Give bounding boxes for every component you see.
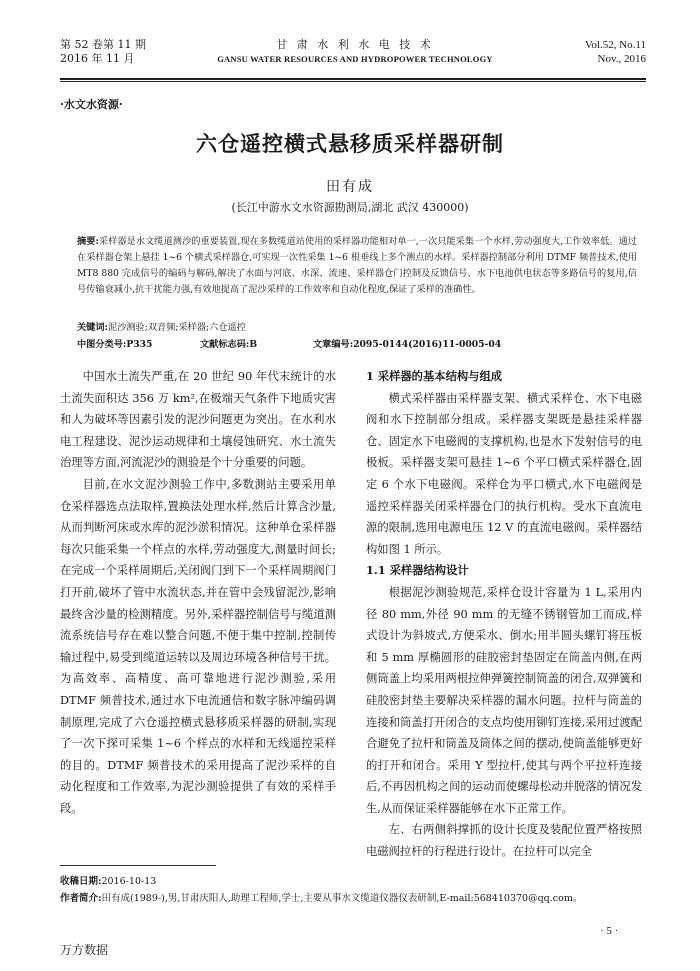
paper-title: 六仓遥控横式悬移质采样器研制 xyxy=(196,131,504,156)
header-journal-zh: 甘 肃 水 利 水 电 技 术 xyxy=(276,38,434,51)
section-heading: 1 采样器的基本结构与组成 xyxy=(366,369,503,383)
header-rule-thick xyxy=(60,78,646,80)
footnote-author-bio xyxy=(60,891,650,907)
keywords-label: 关键词: xyxy=(77,322,108,333)
body-paragraph: 左、右两侧斜撑抓的设计长度及装配位置严格按照电磁阀拉杆的行程进行设计。在拉杆可以完全 xyxy=(366,823,642,859)
body-column-right xyxy=(366,366,642,863)
body-paragraph: 横式采样器由采样器支架、横式采样仓、水下电磁阀和水下控制部分组成。采样器支架既是悬挂采样器仓、固定水下电磁阀的支撑机构,也是水下发射信号的电极板。采样器支架可悬挂 1~6 个平口横式采样器仓,固定 6 个水下电磁阀。采样仓为平口横式,水下电磁阀是遥控采样器关闭采样器仓门的执行机构。受水下直流电源的限制,选用电源电压 12 V 的直流电磁阀。采样器结构如图 1 所示。 xyxy=(366,391,642,556)
body-paragraph: 中国水土流失严重,在 20 世纪 90 年代末统计的水土流失面积达 356 万 km²,在极端天气条件下地质灾害和人为破坏等因素引发的泥沙问题更为突出。在水利水电工程建设、泥沙运动规律和土壤侵蚀研究、水土流失治理等方面,河流泥沙的测验是个十分重要的问题。 xyxy=(60,370,336,470)
author-bio-text: 田有成(1989-),男,甘肃庆阳人,助理工程师,学士,主要从事水文缆道仪器仪表研制,E-mail:568410370@qq.com。 xyxy=(101,893,583,904)
body-paragraph: 目前,在水文泥沙测验工作中,多数测站主要采用单仓采样器选点法取样,置换法处理水样,然后计算含沙量,从而判断河床或水库的泥沙淤积情况。这种单仓采样器每次只能采集一个样点的水样,劳动强度大,测量时间长;在完成一个采样周期后,关闭阀门到下一个采样周期阀门打开前,破坏了管中水流状态,并在管中会残留泥沙,影响最终含沙量的检测精度。另外,采样器控制信号与缆道测流系统信号存在难以整合问题,不便于集中控制,控制传输过程中,易受到缆道运转以及周边环境各种信号干扰。为高效率、高精度、高可靠地进行泥沙测验,采用 DTMF 频普技术,通过水下电流通信和数字脉冲编码调制原理,完成了六仓遥控横式悬移质采样器的研制,实现了一次下探可采集 1~6 个样点的水样和无线遥控采样的目的。DTMF 频普技术的采用提高了泥沙采样的自动化程度和工作效率,为泥沙测验提供了有效的采样手段。 xyxy=(60,477,336,815)
section-tag: ·水文水资源· xyxy=(60,98,123,111)
running-header xyxy=(60,38,646,74)
paper-author: 田有成 xyxy=(326,179,374,195)
document-code: 文献标志码:B xyxy=(200,339,258,350)
abstract-text: 采样器是水文缆道测沙的重要装置,现在多数缆道站使用的采样器功能相对单一,一次只能采集一个水样,劳动强度大,工作效率低。通过在采样器仓架上悬挂 1~6 个横式采样器仓,可实现一次性采集 1~6 根垂线上多个测点的水样。采样器控制部分利用 DTMF 频普技术,使用 MT8 880 完成信号的编码与解码,解决了水面与河底、水深、流速、采样器仓门控制及反馈信号、水下电池供电状态等多路信号的复用,信号传输衰减小,抗干扰能力强,有效地提高了泥沙采样的工作效率和自动化程度,保证了采样的准确性。 xyxy=(77,236,637,295)
header-rule-thin xyxy=(60,81,646,82)
keywords-text: 泥沙测验;双音频;采样器;六仓遥控 xyxy=(107,322,246,333)
clc-number: 中图分类号:P335 xyxy=(77,339,153,350)
received-label: 收稿日期: xyxy=(60,876,102,887)
header-right xyxy=(585,38,646,66)
header-center xyxy=(210,38,500,66)
abstract xyxy=(77,234,637,298)
paper-affiliation: (长江中游水文水资源勘测局,湖北 武汉 430000) xyxy=(231,201,469,214)
watermark-text: 万方数据 xyxy=(60,943,109,957)
article-number: 文章编号:2095-0144(2016)11-0005-04 xyxy=(313,339,502,350)
footnote-received xyxy=(60,874,650,890)
body-paragraph: 根据泥沙测验规范,采样仓设计容量为 1 L,采用内径 80 mm,外径 90 mm 的无缝不锈钢管加工而成,样式设计为斜坡式,方便采水、倒水;用半圆头螺钉将压板和 5 mm 厚椭圆形的硅胶密封垫固定在筒盖内侧,在两侧筒盖上均采用两根拉伸弹簧控制筒盖的闭合,双弹簧和硅胶密封垫主要解决采样器的漏水问题。拉杆与筒盖的连接和筒盖打开闭合的支点均使用铆钉连接,采用过渡配合避免了拉杆和筒盖及筒体之间的摆动,使筒盖能够更好的打开和闭合。采用 Y 型拉杆,使其与两个平拉杆连接后,不再因机构之间的运动而使螺母松动并脱落的情况发生,从而保证采样器能够在水下正常工作。 xyxy=(366,585,642,815)
author-bio-label: 作者简介: xyxy=(60,893,102,904)
abstract-label: 摘要: xyxy=(77,236,99,247)
header-journal-en: GANSU WATER RESOURCES AND HYDROPOWER TECHNOLOGY xyxy=(217,54,493,64)
subsection-heading: 1.1 采样器结构设计 xyxy=(366,563,469,578)
header-date-zh: 2016 年 11 月 xyxy=(60,52,135,65)
keywords xyxy=(77,320,637,336)
body-column-left xyxy=(60,366,336,819)
page-number: · 5 · xyxy=(600,925,619,937)
footnote-rule xyxy=(60,865,216,866)
header-date-en: Nov., 2016 xyxy=(597,53,646,65)
header-left xyxy=(60,38,146,66)
header-volume-zh: 第 52 卷第 11 期 xyxy=(60,38,146,51)
received-date: 2016-10-13 xyxy=(101,876,157,887)
header-volume-en: Vol.52, No.11 xyxy=(584,39,646,51)
